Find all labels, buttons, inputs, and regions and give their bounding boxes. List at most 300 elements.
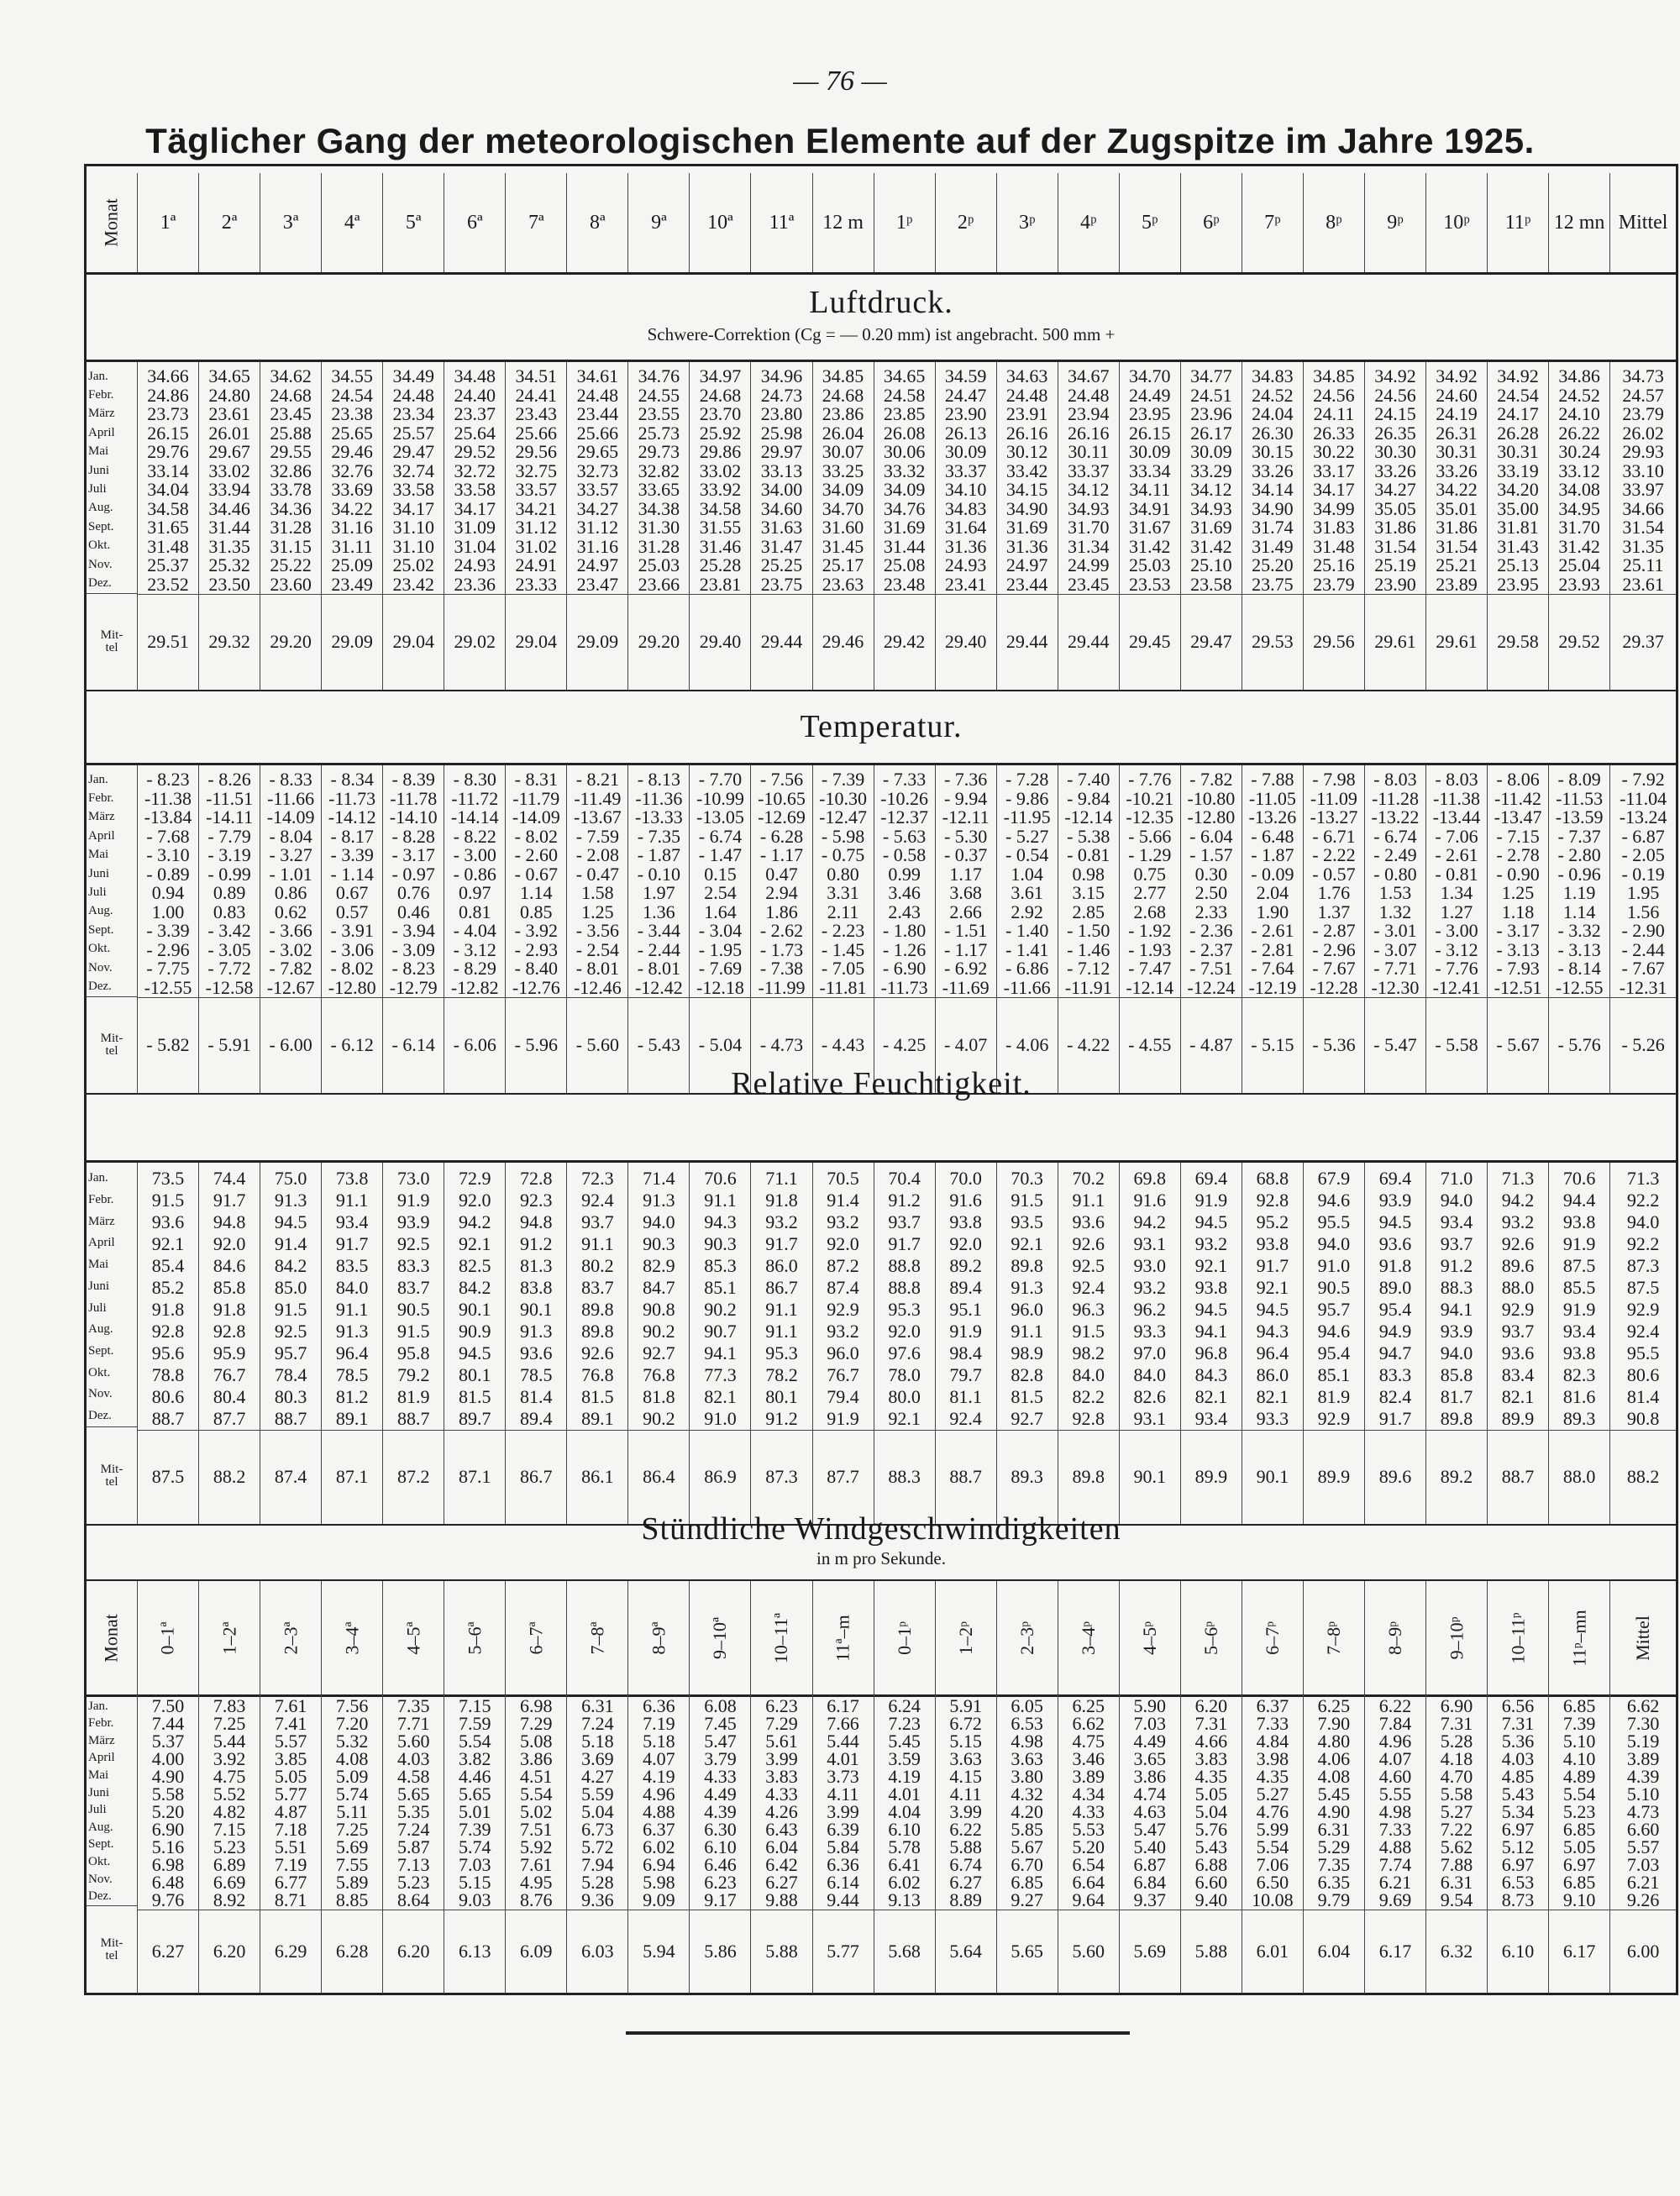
temperatur-cell: - 7.59 [575,825,620,847]
feuchtigkeit-cell: 91.5 [151,1189,185,1211]
luftdruck-column [321,362,382,690]
temperatur-cell: - 7.67 [1312,958,1356,980]
wind-cell: 6.21 [1626,1872,1660,1894]
interval-label: 1–2ª [218,1621,240,1655]
luftdruck-cell: 23.45 [270,403,312,425]
temperatur-cell: 1.25 [1501,882,1535,904]
luftdruck-cell: 34.58 [147,497,189,519]
luftdruck-cell: 25.13 [1497,554,1539,576]
wind-cell: 5.61 [765,1731,798,1752]
temperatur-cell: 2.43 [888,901,921,922]
interval-header-cell [812,1581,874,1694]
feuchtigkeit-cell: 94.5 [1194,1298,1228,1320]
feuchtigkeit-cell: 94.1 [1194,1320,1228,1342]
feuchtigkeit-column [812,1163,874,1524]
luftdruck-cell: 34.60 [760,497,803,519]
temperatur-column [1364,765,1425,1093]
wind-cell: 9.10 [1562,1889,1596,1911]
feuchtigkeit-cell: 91.7 [335,1232,369,1254]
temperatur-cell: -12.55 [1555,976,1604,998]
wind-cell: 9.88 [765,1889,798,1911]
wind-cell: 7.66 [827,1713,859,1735]
luftdruck-column [689,362,750,690]
temperatur-cell: - 3.04 [698,920,743,942]
wind-cell: 5.08 [520,1731,553,1752]
feuchtigkeit-mittel-cell: 89.2 [1426,1430,1487,1524]
temperatur-cell: - 2.44 [1621,938,1665,960]
wind-cell: 5.74 [459,1836,491,1858]
luftdruck-cell: 23.42 [392,573,434,595]
wind-mittel-cell: 6.10 [1488,1910,1548,1994]
temperatur-cell: 1.17 [949,863,982,885]
feuchtigkeit-cell: 92.2 [1626,1232,1660,1254]
temperatur-cell: -12.55 [144,976,192,998]
luftdruck-cell: 34.91 [1129,497,1171,519]
month-header-label: Monat [100,198,122,247]
temperatur-cell: - 7.05 [821,958,865,980]
feuchtigkeit-cell: 91.1 [765,1320,798,1342]
temperatur-cell: - 8.01 [575,958,620,980]
luftdruck-cell: 31.60 [822,517,864,538]
feuchtigkeit-mittel-cell: 87.7 [813,1430,874,1524]
temperatur-mittel-cell: - 5.26 [1610,997,1676,1093]
temperatur-cell: -13.22 [1371,806,1420,828]
luftdruck-cell: 24.68 [822,384,864,406]
wind-mittel-cell: 6.13 [444,1910,505,1994]
wind-cell: 7.15 [459,1695,491,1717]
temperatur-cell: - 1.17 [759,844,804,866]
luftdruck-cell: 26.17 [1190,422,1232,444]
feuchtigkeit-cell: 91.8 [765,1189,798,1211]
luftdruck-cell: 24.54 [331,384,373,406]
luftdruck-cell: 25.03 [1129,554,1171,576]
feuchtigkeit-column [198,1163,260,1524]
feuchtigkeit-cell: 76.7 [213,1363,246,1385]
luftdruck-cell: 34.10 [944,479,987,501]
month-label: Juli [88,482,107,496]
feuchtigkeit-mittel-cell: 88.2 [1610,1430,1676,1524]
wind-cell: 7.41 [274,1713,307,1735]
mittel-label-line: Mit- [100,628,123,642]
temperatur-mittel-cell: - 5.47 [1365,997,1425,1093]
wind-cell: 5.47 [1133,1819,1167,1841]
feuchtigkeit-cell: 90.9 [459,1320,491,1342]
wind-cell: 6.04 [765,1836,798,1858]
temperatur-cell: 0.89 [213,882,246,904]
luftdruck-cell: 31.28 [638,535,680,557]
feuchtigkeit-cell: 87.7 [213,1407,246,1429]
feuchtigkeit-cell: 88.0 [1501,1276,1535,1298]
temperatur-cell: -11.69 [942,976,990,998]
wind-cell: 5.60 [396,1731,430,1752]
luftdruck-cell: 30.07 [822,441,864,463]
temperatur-cell: - 6.04 [1189,825,1233,847]
wind-cell: 4.98 [1011,1731,1043,1752]
luftdruck-cell: 24.86 [147,384,189,406]
feuchtigkeit-cell: 95.4 [1317,1342,1351,1363]
feuchtigkeit-cell: 93.2 [1501,1211,1535,1232]
feuchtigkeit-mittel-cell: 86.4 [628,1430,689,1524]
feuchtigkeit-cell: 95.1 [949,1298,982,1320]
temperatur-cell: - 3.39 [146,920,190,942]
temperatur-mittel-cell: - 5.43 [628,997,689,1093]
temperatur-cell: 2.04 [1256,882,1289,904]
mittel-label [87,1905,137,1994]
wind-cell: 6.90 [151,1819,185,1841]
luftdruck-column [1303,362,1364,690]
luftdruck-cell: 24.51 [1190,384,1232,406]
temperatur-cell: -11.66 [267,787,315,809]
luftdruck-mittel-cell: 29.44 [997,594,1058,690]
feuchtigkeit-cell: 82.3 [1562,1363,1596,1385]
wind-cell: 6.27 [949,1872,982,1894]
luftdruck-cell: 34.65 [208,365,250,387]
wind-column [1548,1693,1609,1994]
wind-cell: 4.35 [1256,1766,1289,1788]
luftdruck-cell: 34.21 [515,497,558,519]
wind-cell: 5.87 [396,1836,430,1858]
luftdruck-cell: 26.15 [1129,422,1171,444]
feuchtigkeit-cell: 93.9 [1378,1189,1412,1211]
temperatur-cell: -12.80 [328,976,376,998]
feuchtigkeit-cell: 93.9 [1440,1320,1473,1342]
month-label: Febr. [88,1716,114,1731]
interval-label: 1–2ᵖ [954,1621,976,1655]
wind-cell: 4.07 [1378,1748,1412,1770]
wind-column [321,1693,382,1994]
wind-cell: 5.78 [888,1836,921,1858]
temperatur-cell: -13.59 [1555,806,1604,828]
wind-mittel-cell: 6.28 [322,1910,382,1994]
luftdruck-mittel-cell: 29.04 [506,594,566,690]
feuchtigkeit-cell: 89.8 [1011,1254,1043,1276]
feuchtigkeit-cell: 85.1 [1317,1363,1351,1385]
feuchtigkeit-cell: 83.5 [335,1254,369,1276]
wind-cell: 5.43 [1501,1784,1535,1805]
hour-header-cell: 12 mn [1548,173,1609,272]
wind-mittel-cell: 6.17 [1549,1910,1609,1994]
temperatur-cell: - 3.32 [1557,920,1601,942]
wind-cell: 7.15 [213,1819,246,1841]
luftdruck-cell: 30.09 [1190,441,1232,463]
wind-cell: 4.51 [520,1766,553,1788]
feuchtigkeit-cell: 92.6 [1501,1232,1535,1254]
feuchtigkeit-cell: 93.3 [1256,1407,1289,1429]
luftdruck-cell: 23.66 [638,573,680,595]
temperatur-column [1609,765,1676,1093]
luftdruck-cell: 34.59 [944,365,987,387]
temperatur-cell: -11.72 [451,787,499,809]
wind-cell: 7.71 [396,1713,430,1735]
temperatur-column [1303,765,1364,1093]
feuchtigkeit-cell: 90.8 [643,1298,675,1320]
luftdruck-cell: 31.15 [270,535,312,557]
temperatur-cell: - 0.81 [1435,863,1478,885]
temperatur-cell: - 7.36 [943,769,988,791]
temperatur-cell: - 7.67 [1621,958,1665,980]
luftdruck-cell: 23.47 [576,573,619,595]
wind-cell: 4.60 [1378,1766,1412,1788]
luftdruck-cell: 23.91 [1005,403,1048,425]
wind-cell: 3.85 [274,1748,307,1770]
luftdruck-cell: 34.95 [1558,497,1600,519]
wind-cell: 5.29 [1317,1836,1351,1858]
feuchtigkeit-cell: 89.1 [581,1407,614,1429]
luftdruck-cell: 24.11 [1313,403,1355,425]
temperatur-cell: -11.73 [328,787,376,809]
wind-cell: 5.45 [888,1731,921,1752]
temperatur-mittel-cell: - 6.12 [322,997,382,1093]
temperatur-cell: -14.12 [328,806,376,828]
feuchtigkeit-cell: 92.7 [1011,1407,1043,1429]
wind-cell: 7.20 [335,1713,369,1735]
feuchtigkeit-cell: 89.6 [1501,1254,1535,1276]
luftdruck-cell: 31.12 [576,517,619,538]
feuchtigkeit-cell: 95.8 [396,1342,430,1363]
temperatur-cell: 1.14 [1562,901,1596,922]
temperatur-cell: - 4.04 [453,920,496,942]
temperatur-cell: -13.05 [696,806,744,828]
interval-header-cell [382,1581,444,1694]
luftdruck-cell: 31.04 [454,535,496,557]
feuchtigkeit-cell: 73.8 [335,1167,369,1189]
feuchtigkeit-cell: 92.7 [643,1342,675,1363]
luftdruck-cell: 24.47 [944,384,987,406]
feuchtigkeit-cell: 89.2 [949,1254,982,1276]
wind-column [874,1693,935,1994]
hour-header-cell: 4ᵖ [1058,173,1119,272]
temperatur-mittel-cell: - 5.04 [690,997,750,1093]
feuchtigkeit-cell: 94.2 [1133,1211,1167,1232]
section-title-feuchtigkeit: Relative Feuchtigkeit. [731,1066,1032,1101]
temperatur-cell: - 0.89 [146,863,190,885]
wind-mittel-cell: 5.88 [1181,1910,1242,1994]
feuchtigkeit-cell: 92.6 [1072,1232,1105,1254]
wind-cell: 4.73 [1626,1801,1660,1823]
wind-cell: 7.03 [1133,1713,1167,1735]
feuchtigkeit-mittel-cell: 88.7 [1488,1430,1548,1524]
temperatur-column [1548,765,1609,1093]
page-number: — 76 — [793,66,887,97]
temperatur-cell: -11.81 [819,976,867,998]
wind-cell: 6.46 [704,1854,737,1876]
interval-label: 11ª–m [832,1614,853,1662]
luftdruck-cell: 31.12 [515,517,558,538]
wind-cell: 4.63 [1133,1801,1167,1823]
feuchtigkeit-cell: 81.4 [520,1385,553,1407]
footer-rule [626,2031,1130,2035]
luftdruck-cell: 25.10 [1190,554,1232,576]
luftdruck-cell: 31.30 [638,517,680,538]
feuchtigkeit-cell: 85.4 [151,1254,185,1276]
luftdruck-cell: 23.41 [944,573,987,595]
luftdruck-cell: 26.13 [944,422,987,444]
wind-column [1425,1693,1487,1994]
wind-cell: 7.59 [459,1713,491,1735]
temperatur-cell: -11.36 [635,787,683,809]
feuchtigkeit-column [444,1163,505,1524]
mittel-label [87,593,137,690]
luftdruck-cell: 34.66 [147,365,189,387]
feuchtigkeit-cell: 92.4 [1626,1320,1660,1342]
feuchtigkeit-cell: 94.5 [1194,1211,1228,1232]
feuchtigkeit-mittel-cell: 90.1 [1120,1430,1180,1524]
feuchtigkeit-cell: 81.7 [1440,1385,1473,1407]
luftdruck-cell: 34.49 [392,365,434,387]
luftdruck-cell: 33.57 [576,479,619,501]
temperatur-cell: - 8.23 [391,958,435,980]
wind-cell: 5.54 [459,1731,491,1752]
wind-cell: 7.31 [1501,1713,1535,1735]
feuchtigkeit-cell: 71.1 [765,1167,798,1189]
wind-mittel-cell: 6.29 [260,1910,321,1994]
feuchtigkeit-cell: 93.3 [1133,1320,1167,1342]
temperatur-cell: -12.69 [758,806,806,828]
temperatur-cell: -11.79 [512,787,560,809]
wind-mittel-cell: 6.32 [1426,1910,1487,1994]
luftdruck-cell: 34.38 [638,497,680,519]
temperatur-cell: 0.85 [520,901,553,922]
luftdruck-cell: 31.47 [760,535,803,557]
wind-cell: 9.17 [704,1889,737,1911]
luftdruck-cell: 24.56 [1374,384,1416,406]
wind-cell: 6.37 [643,1819,675,1841]
feuchtigkeit-cell: 89.4 [949,1276,982,1298]
temperatur-cell: - 1.80 [882,920,927,942]
wind-cell: 6.14 [827,1872,859,1894]
luftdruck-cell: 25.64 [454,422,496,444]
hour-header-cell: 4ª [321,173,382,272]
feuchtigkeit-cell: 89.3 [1562,1407,1596,1429]
wind-cell: 4.33 [765,1784,798,1805]
wind-cell: 6.97 [1501,1819,1535,1841]
feuchtigkeit-mittel-cell: 88.3 [874,1430,935,1524]
feuchtigkeit-mittel-cell: 88.2 [199,1430,260,1524]
luftdruck-cell: 34.93 [1190,497,1232,519]
month-label: April [88,828,115,843]
temperatur-cell: - 7.51 [1189,958,1233,980]
interval-label: 8–9ᵖ [1383,1621,1405,1655]
temperatur-cell: -11.78 [390,787,438,809]
feuchtigkeit-cell: 91.9 [949,1320,982,1342]
interval-label: 3–4ª [341,1621,363,1655]
temperatur-cell: 2.94 [765,882,798,904]
temperatur-cell: 3.61 [1011,882,1043,904]
feuchtigkeit-column [1119,1163,1180,1524]
month-label: Okt. [88,1855,111,1869]
temperatur-cell: - 8.31 [514,769,558,791]
luftdruck-cell: 31.74 [1252,517,1294,538]
luftdruck-cell: 24.48 [1067,384,1110,406]
wind-cell: 5.57 [1626,1836,1660,1858]
luftdruck-cell: 24.93 [454,554,496,576]
month-label: Febr. [88,388,114,402]
feuchtigkeit-cell: 93.4 [1562,1320,1596,1342]
wind-cell: 4.39 [704,1801,737,1823]
luftdruck-cell: 24.68 [270,384,312,406]
feuchtigkeit-cell: 81.6 [1562,1385,1596,1407]
feuchtigkeit-cell: 91.1 [581,1232,614,1254]
feuchtigkeit-cell: 95.7 [1317,1298,1351,1320]
wind-cell: 6.23 [704,1872,737,1894]
wind-cell: 4.00 [151,1748,185,1770]
luftdruck-cell: 29.46 [331,441,373,463]
feuchtigkeit-mittel-cell: 88.0 [1549,1430,1609,1524]
luftdruck-cell: 24.48 [1005,384,1048,406]
wind-mittel-cell: 5.65 [997,1910,1058,1994]
temperatur-cell: - 7.75 [146,958,190,980]
wind-mittel-cell: 6.09 [506,1910,566,1994]
temperatur-cell: - 2.90 [1621,920,1665,942]
luftdruck-column [627,362,689,690]
luftdruck-cell: 23.79 [1313,573,1355,595]
temperatur-cell: - 2.61 [1251,920,1294,942]
temperatur-cell: -11.38 [144,787,192,809]
temperatur-mittel-cell: - 4.06 [997,997,1058,1093]
interval-header-row [87,1579,1676,1697]
temperatur-cell: - 2.93 [514,938,558,960]
wind-cell: 6.20 [1194,1695,1228,1717]
luftdruck-mittel-cell: 29.52 [1549,594,1609,690]
wind-cell: 7.24 [396,1819,430,1841]
wind-cell: 5.76 [1194,1819,1228,1841]
month-header-label: Monat [100,1613,122,1663]
temperatur-cell: 3.68 [949,882,982,904]
feuchtigkeit-cell: 73.5 [151,1167,185,1189]
feuchtigkeit-cell: 84.3 [1194,1363,1228,1385]
temperatur-cell: -11.66 [1003,976,1051,998]
temperatur-cell: - 1.40 [1005,920,1049,942]
feuchtigkeit-cell: 91.1 [1011,1320,1043,1342]
luftdruck-cell: 29.52 [454,441,496,463]
wind-cell: 5.98 [643,1872,675,1894]
temperatur-cell: 2.85 [1072,901,1105,922]
feuchtigkeit-cell: 92.8 [213,1320,246,1342]
luftdruck-cell: 34.83 [1252,365,1294,387]
wind-cell: 9.37 [1133,1889,1167,1911]
temperatur-cell: - 3.42 [207,920,251,942]
temperatur-cell: - 3.17 [391,844,435,866]
temperatur-column [505,765,566,1093]
feuchtigkeit-cell: 96.4 [1256,1342,1289,1363]
luftdruck-mittel-cell: 29.40 [936,594,996,690]
page-title: Täglicher Gang der meteorologischen Elemente auf der Zugspitze im Jahre 1925. [145,121,1535,160]
temperatur-cell: -10.21 [1126,787,1174,809]
temperatur-cell: - 3.12 [1435,938,1478,960]
temperatur-cell: - 5.30 [943,825,988,847]
luftdruck-cell: 25.73 [638,422,680,444]
feuchtigkeit-cell: 71.3 [1501,1167,1535,1189]
luftdruck-cell: 34.63 [1005,365,1048,387]
temperatur-cell: - 1.73 [759,938,804,960]
luftdruck-cell: 24.54 [1497,384,1539,406]
temperatur-mittel-cell: - 5.96 [506,997,566,1093]
feuchtigkeit-cell: 96.3 [1072,1298,1105,1320]
month-label: Nov. [88,1387,113,1401]
feuchtigkeit-cell: 83.8 [520,1276,553,1298]
feuchtigkeit-column [505,1163,566,1524]
wind-cell: 3.82 [459,1748,491,1770]
temperatur-cell: 1.27 [1440,901,1473,922]
wind-cell: 3.46 [1072,1748,1105,1770]
wind-mittel-cell: 6.00 [1610,1910,1676,1994]
temperatur-cell: - 3.27 [269,844,312,866]
feuchtigkeit-cell: 84.0 [335,1276,369,1298]
luftdruck-cell: 23.43 [515,403,558,425]
wind-cell: 4.35 [1194,1766,1228,1788]
feuchtigkeit-cell: 92.9 [1501,1298,1535,1320]
luftdruck-cell: 26.08 [883,422,926,444]
